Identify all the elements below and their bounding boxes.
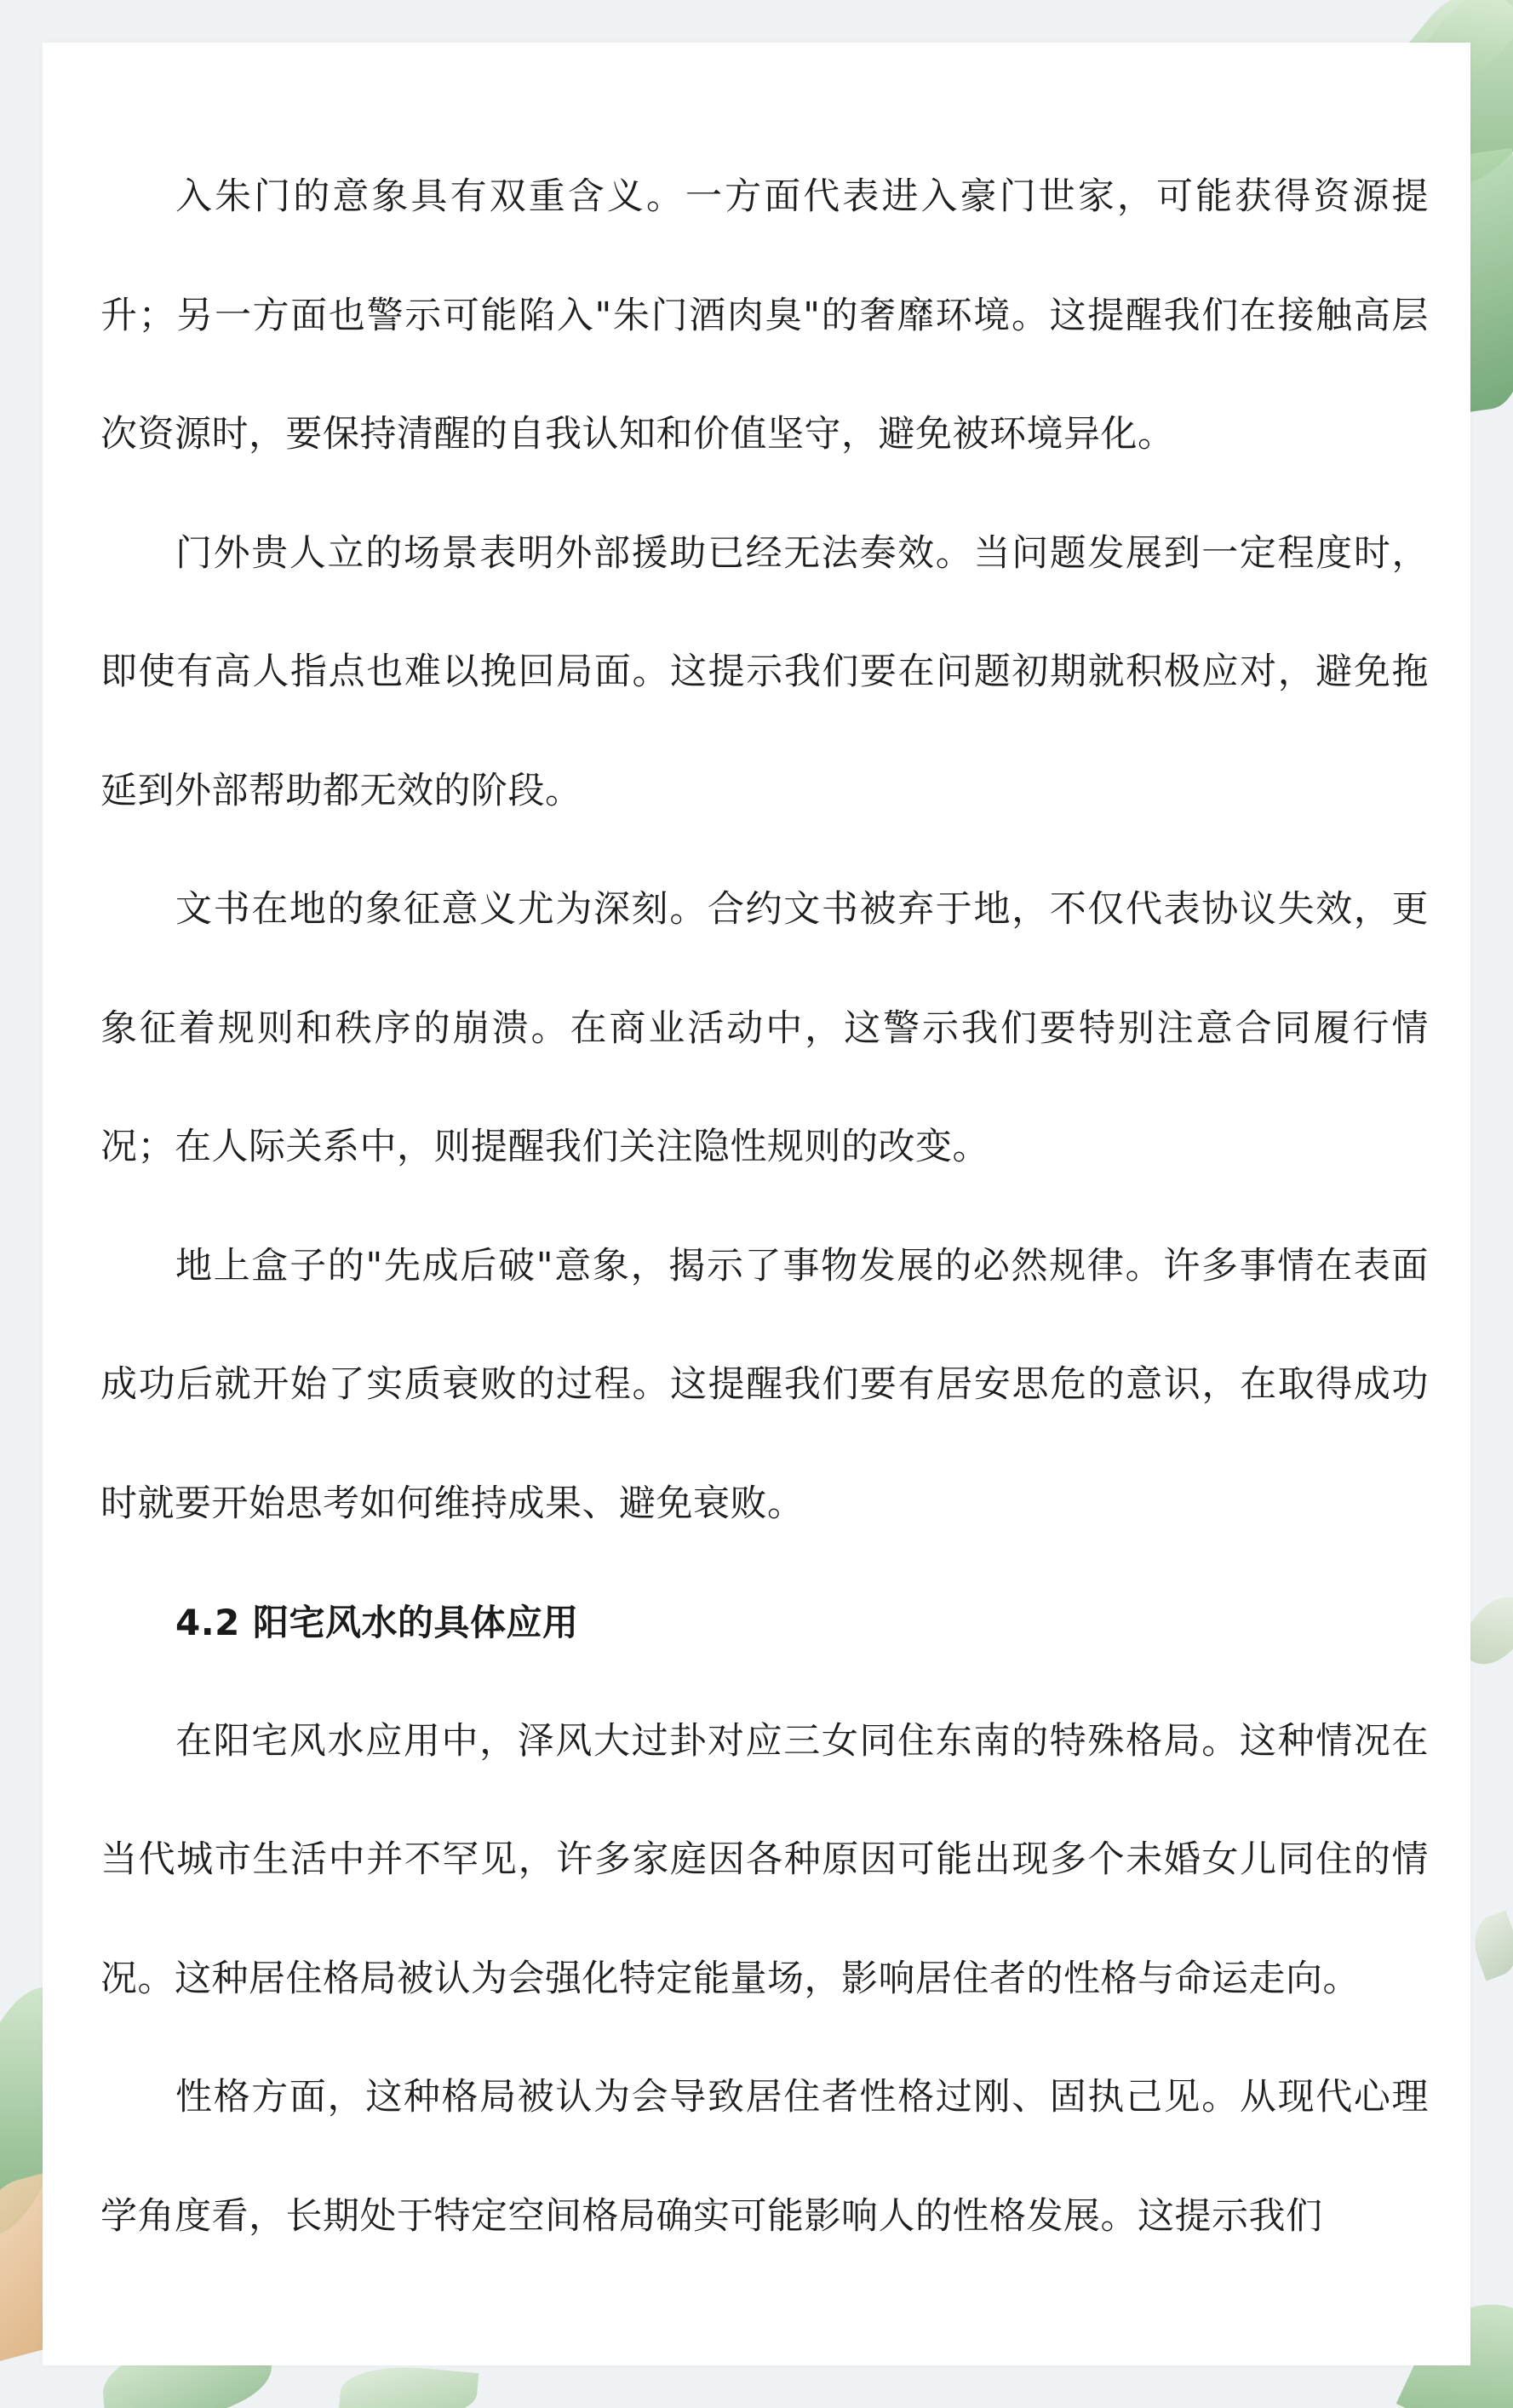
leaf-decoration-icon: [1466, 1911, 1513, 1981]
leaf-decoration-icon: [339, 2361, 479, 2408]
paragraph: 文书在地的象征意义尤为深刻。合约文书被弃于地，不仅代表协议失效，更象征着规则和秩序的崩溃。在商业活动中，这警示我们要特别注意合同履行情况；在人际关系中，则提醒我们关注隐性规则的改变。: [100, 888, 1429, 1168]
document-body: [100, 138, 1429, 2276]
paragraph: 性格方面，这种格局被认为会导致居住者性格过刚、固执己见。从现代心理学角度看，长期处于特定空间格局确实可能影响人的性格发展。这提示我们: [100, 2076, 1429, 2238]
paragraph: 入朱门的意象具有双重含义。一方面代表进入豪门世家，可能获得资源提升；另一方面也警示可能陷入"朱门酒肉臭"的奢靡环境。这提醒我们在接触高层次资源时，要保持清醒的自我认知和价值坚守，避免被环境异化。: [100, 175, 1429, 456]
paragraph: 门外贵人立的场景表明外部援助已经无法奏效。当问题发展到一定程度时，即使有高人指点也难以挽回局面。这提示我们要在问题初期就积极应对，避免拖延到外部帮助都无效的阶段。: [100, 531, 1429, 812]
paragraph: 地上盒子的"先成后破"意象，揭示了事物发展的必然规律。许多事情在表面成功后就开始了实质衰败的过程。这提醒我们要有居安思危的意识，在取得成功时就要开始思考如何维持成果、避免衰败。: [100, 1244, 1429, 1525]
paragraph: 在阳宅风水应用中，泽风大过卦对应三女同住东南的特殊格局。这种情况在当代城市生活中并不罕见，许多家庭因各种原因可能出现多个未婚女儿同住的情况。这种居住格局被认为会强化特定能量场，影响居住者的性格与命运走向。: [100, 1719, 1429, 2000]
document-page: [43, 43, 1470, 2365]
section-heading: 4.2 阳宅风水的具体应用: [175, 1602, 579, 1643]
